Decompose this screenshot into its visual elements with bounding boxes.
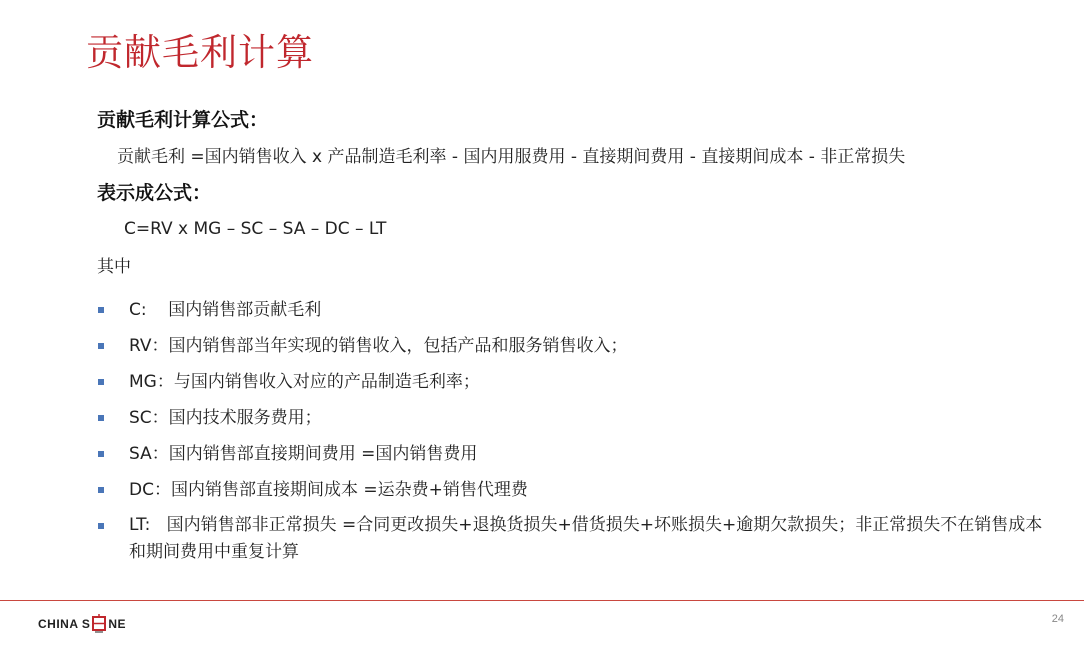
bullet-icon xyxy=(98,307,104,313)
list-item xyxy=(97,472,1057,508)
page-number: 24 xyxy=(1051,613,1064,625)
definition-text: SC：国内技术服务费用； xyxy=(129,408,322,428)
definition-text: DC：国内销售部直接期间成本 =运杂费+销售代理费 xyxy=(129,480,528,500)
logo-emblem-icon xyxy=(91,613,107,635)
footer-divider xyxy=(0,600,1084,601)
list-item xyxy=(97,364,1057,400)
bullet-icon xyxy=(98,343,104,349)
definition-text: MG：与国内销售收入对应的产品制造毛利率； xyxy=(129,372,480,392)
logo-text-left: CHINA S xyxy=(38,617,91,631)
list-item xyxy=(97,328,1057,364)
slide-title: 贡献毛利计算 xyxy=(86,31,314,74)
expression-heading: 表示成公式： xyxy=(97,182,212,204)
expression-text: C=RV x MG – SC – SA – DC – LT xyxy=(124,219,387,239)
definition-text: RV：国内销售部当年实现的销售收入，包括产品和服务销售收入； xyxy=(129,336,628,356)
formula-heading: 贡献毛利计算公式： xyxy=(97,109,269,131)
bullet-icon xyxy=(98,487,104,493)
definition-list xyxy=(97,292,1057,566)
where-label: 其中 xyxy=(97,257,131,277)
bullet-icon xyxy=(98,523,104,529)
definition-text: C: 国内销售部贡献毛利 xyxy=(129,300,322,320)
list-item xyxy=(97,436,1057,472)
definition-text: SA：国内销售部直接期间费用 =国内销售费用 xyxy=(129,444,478,464)
list-item xyxy=(97,292,1057,328)
definition-text: LT: 国内销售部非正常损失 =合同更改损失+退换货损失+借货损失+坏账损失+逾期欠款损失；非正常损失不在销售成本和期间费用中重复计算 xyxy=(129,515,1043,562)
company-logo xyxy=(38,613,126,635)
bullet-icon xyxy=(98,379,104,385)
list-item xyxy=(97,400,1057,436)
bullet-icon xyxy=(98,451,104,457)
bullet-icon xyxy=(98,415,104,421)
logo-text-right: NE xyxy=(108,617,127,631)
formula-text: 贡献毛利 =国内销售收入 x 产品制造毛利率 - 国内用服费用 - 直接期间费用 - 直接期间成本 - 非正常损失 xyxy=(117,147,906,167)
list-item xyxy=(97,508,1057,566)
